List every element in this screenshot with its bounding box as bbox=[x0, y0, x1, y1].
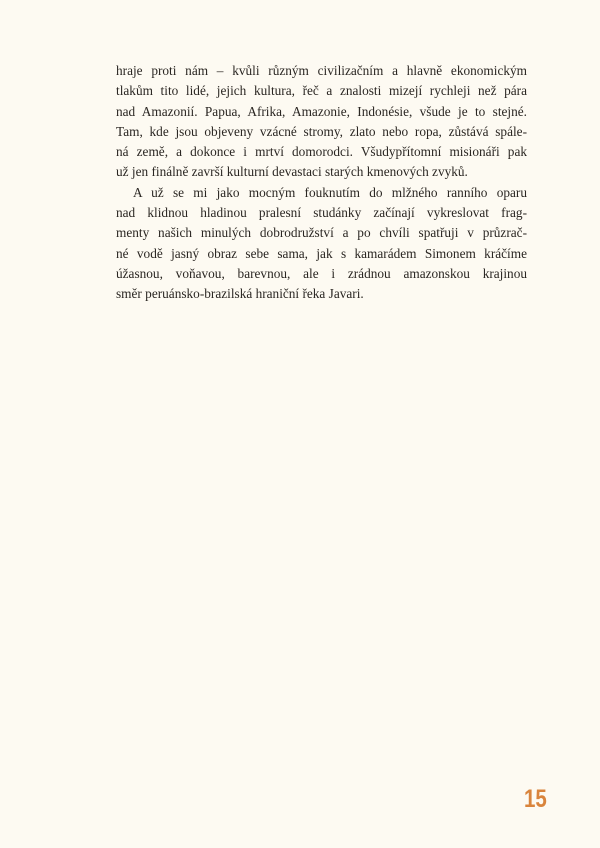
text-line: ná země, a dokonce i mrtví domorodci. Všudypřítomní misionáři pak bbox=[116, 144, 527, 160]
text-line: A už se mi jako mocným fouknutím do mlžného ranního oparu bbox=[133, 184, 527, 200]
text-line: Tam, kde jsou objeveny vzácné stromy, zlato nebo ropa, zůstává spále- bbox=[116, 123, 527, 139]
page-number: 15 bbox=[524, 785, 547, 813]
text-line: směr peruánsko-brazilská hraniční řeka Javari. bbox=[116, 286, 364, 302]
text-line: nad Amazonií. Papua, Afrika, Amazonie, Indonésie, všude je to stejné. bbox=[116, 103, 527, 119]
text-line: tlakům tito lidé, jejich kultura, řeč a znalosti mizejí rychleji než pára bbox=[116, 83, 527, 99]
paragraph-1 bbox=[116, 61, 527, 183]
body-text bbox=[116, 61, 527, 305]
text-line: už jen finálně završí kulturní devastaci starých kmenových zvyků. bbox=[116, 164, 468, 180]
text-line: menty našich minulých dobrodružství a po chvíli spatřuji v průzrač- bbox=[116, 225, 527, 241]
text-line: né vodě jasný obraz sebe sama, jak s kamarádem Simonem kráčíme bbox=[116, 245, 527, 261]
text-line: hraje proti nám – kvůli různým civilizačním a hlavně ekonomickým bbox=[116, 63, 527, 78]
text-line: úžasnou, voňavou, barevnou, ale i zrádnou amazonskou krajinou bbox=[116, 265, 527, 281]
text-line: nad klidnou hladinou pralesní studánky začínají vykreslovat frag- bbox=[116, 205, 527, 221]
paragraph-2 bbox=[116, 183, 527, 305]
